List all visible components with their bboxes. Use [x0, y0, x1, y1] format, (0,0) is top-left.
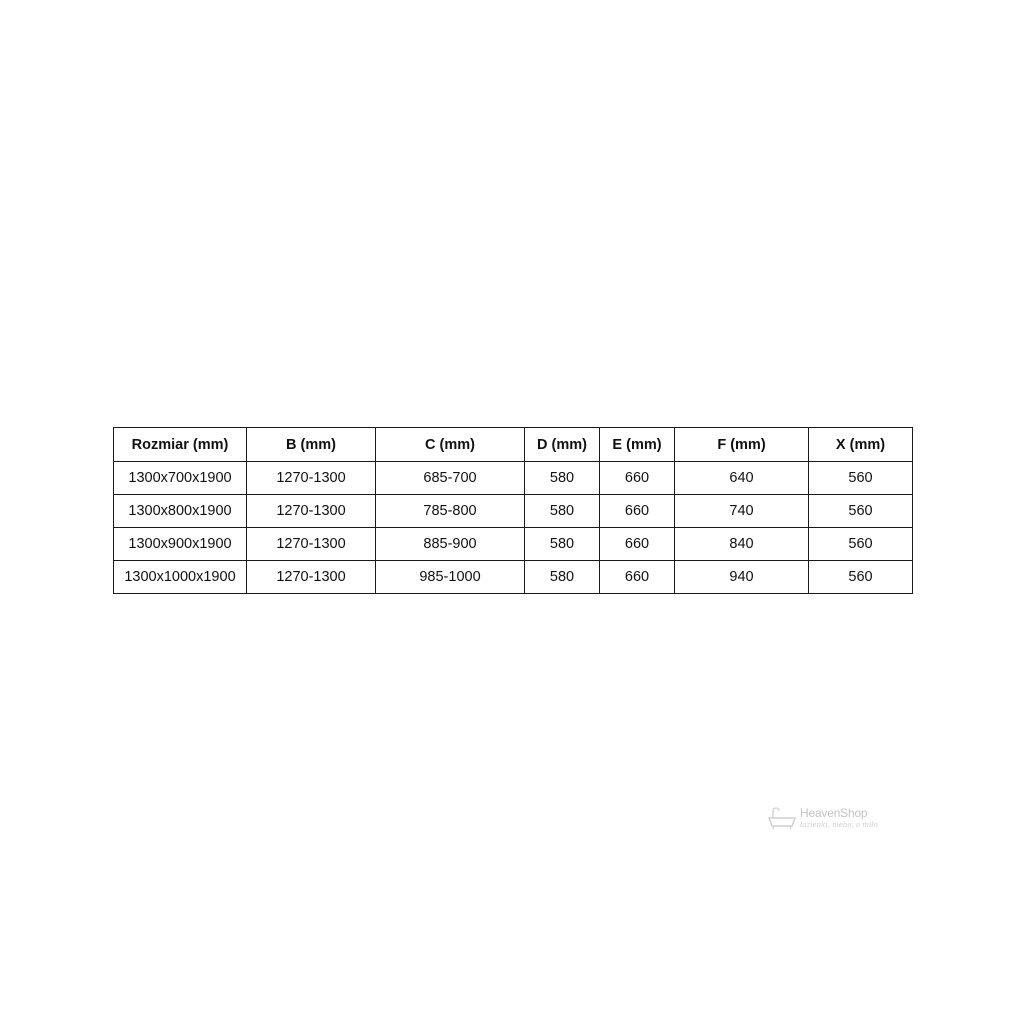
cell-f: 840 [675, 528, 809, 561]
watermark-tagline: łazienki, niebo, o miło [800, 821, 878, 829]
header-f: F (mm) [675, 428, 809, 462]
cell-e: 660 [600, 462, 675, 495]
cell-f: 640 [675, 462, 809, 495]
watermark-brand: HeavenShop [800, 806, 868, 820]
table-row [114, 495, 913, 528]
cell-d: 580 [525, 495, 600, 528]
header-b: B (mm) [247, 428, 376, 462]
cell-rozmiar: 1300x1000x1900 [114, 561, 247, 594]
cell-x: 560 [809, 561, 913, 594]
header-d: D (mm) [525, 428, 600, 462]
cell-d: 580 [525, 528, 600, 561]
cell-x: 560 [809, 495, 913, 528]
cell-b: 1270-1300 [247, 561, 376, 594]
cell-rozmiar: 1300x700x1900 [114, 462, 247, 495]
cell-e: 660 [600, 561, 675, 594]
cell-c: 685-700 [376, 462, 525, 495]
cell-f: 940 [675, 561, 809, 594]
header-x: X (mm) [809, 428, 913, 462]
cell-d: 580 [525, 561, 600, 594]
header-c: C (mm) [376, 428, 525, 462]
cell-c: 985-1000 [376, 561, 525, 594]
cell-b: 1270-1300 [247, 495, 376, 528]
cell-rozmiar: 1300x900x1900 [114, 528, 247, 561]
table-row [114, 462, 913, 495]
cell-d: 580 [525, 462, 600, 495]
cell-e: 660 [600, 495, 675, 528]
cell-b: 1270-1300 [247, 528, 376, 561]
cell-b: 1270-1300 [247, 462, 376, 495]
cell-rozmiar: 1300x800x1900 [114, 495, 247, 528]
bathtub-icon [766, 806, 798, 835]
cell-x: 560 [809, 462, 913, 495]
cell-f: 740 [675, 495, 809, 528]
header-rozmiar: Rozmiar (mm) [114, 428, 247, 462]
cell-c: 885-900 [376, 528, 525, 561]
cell-x: 560 [809, 528, 913, 561]
header-e: E (mm) [600, 428, 675, 462]
cell-e: 660 [600, 528, 675, 561]
table-row [114, 528, 913, 561]
table-header-row [114, 428, 913, 462]
dimensions-table [113, 427, 913, 594]
table-row [114, 561, 913, 594]
cell-c: 785-800 [376, 495, 525, 528]
heavenshop-watermark [766, 804, 886, 834]
